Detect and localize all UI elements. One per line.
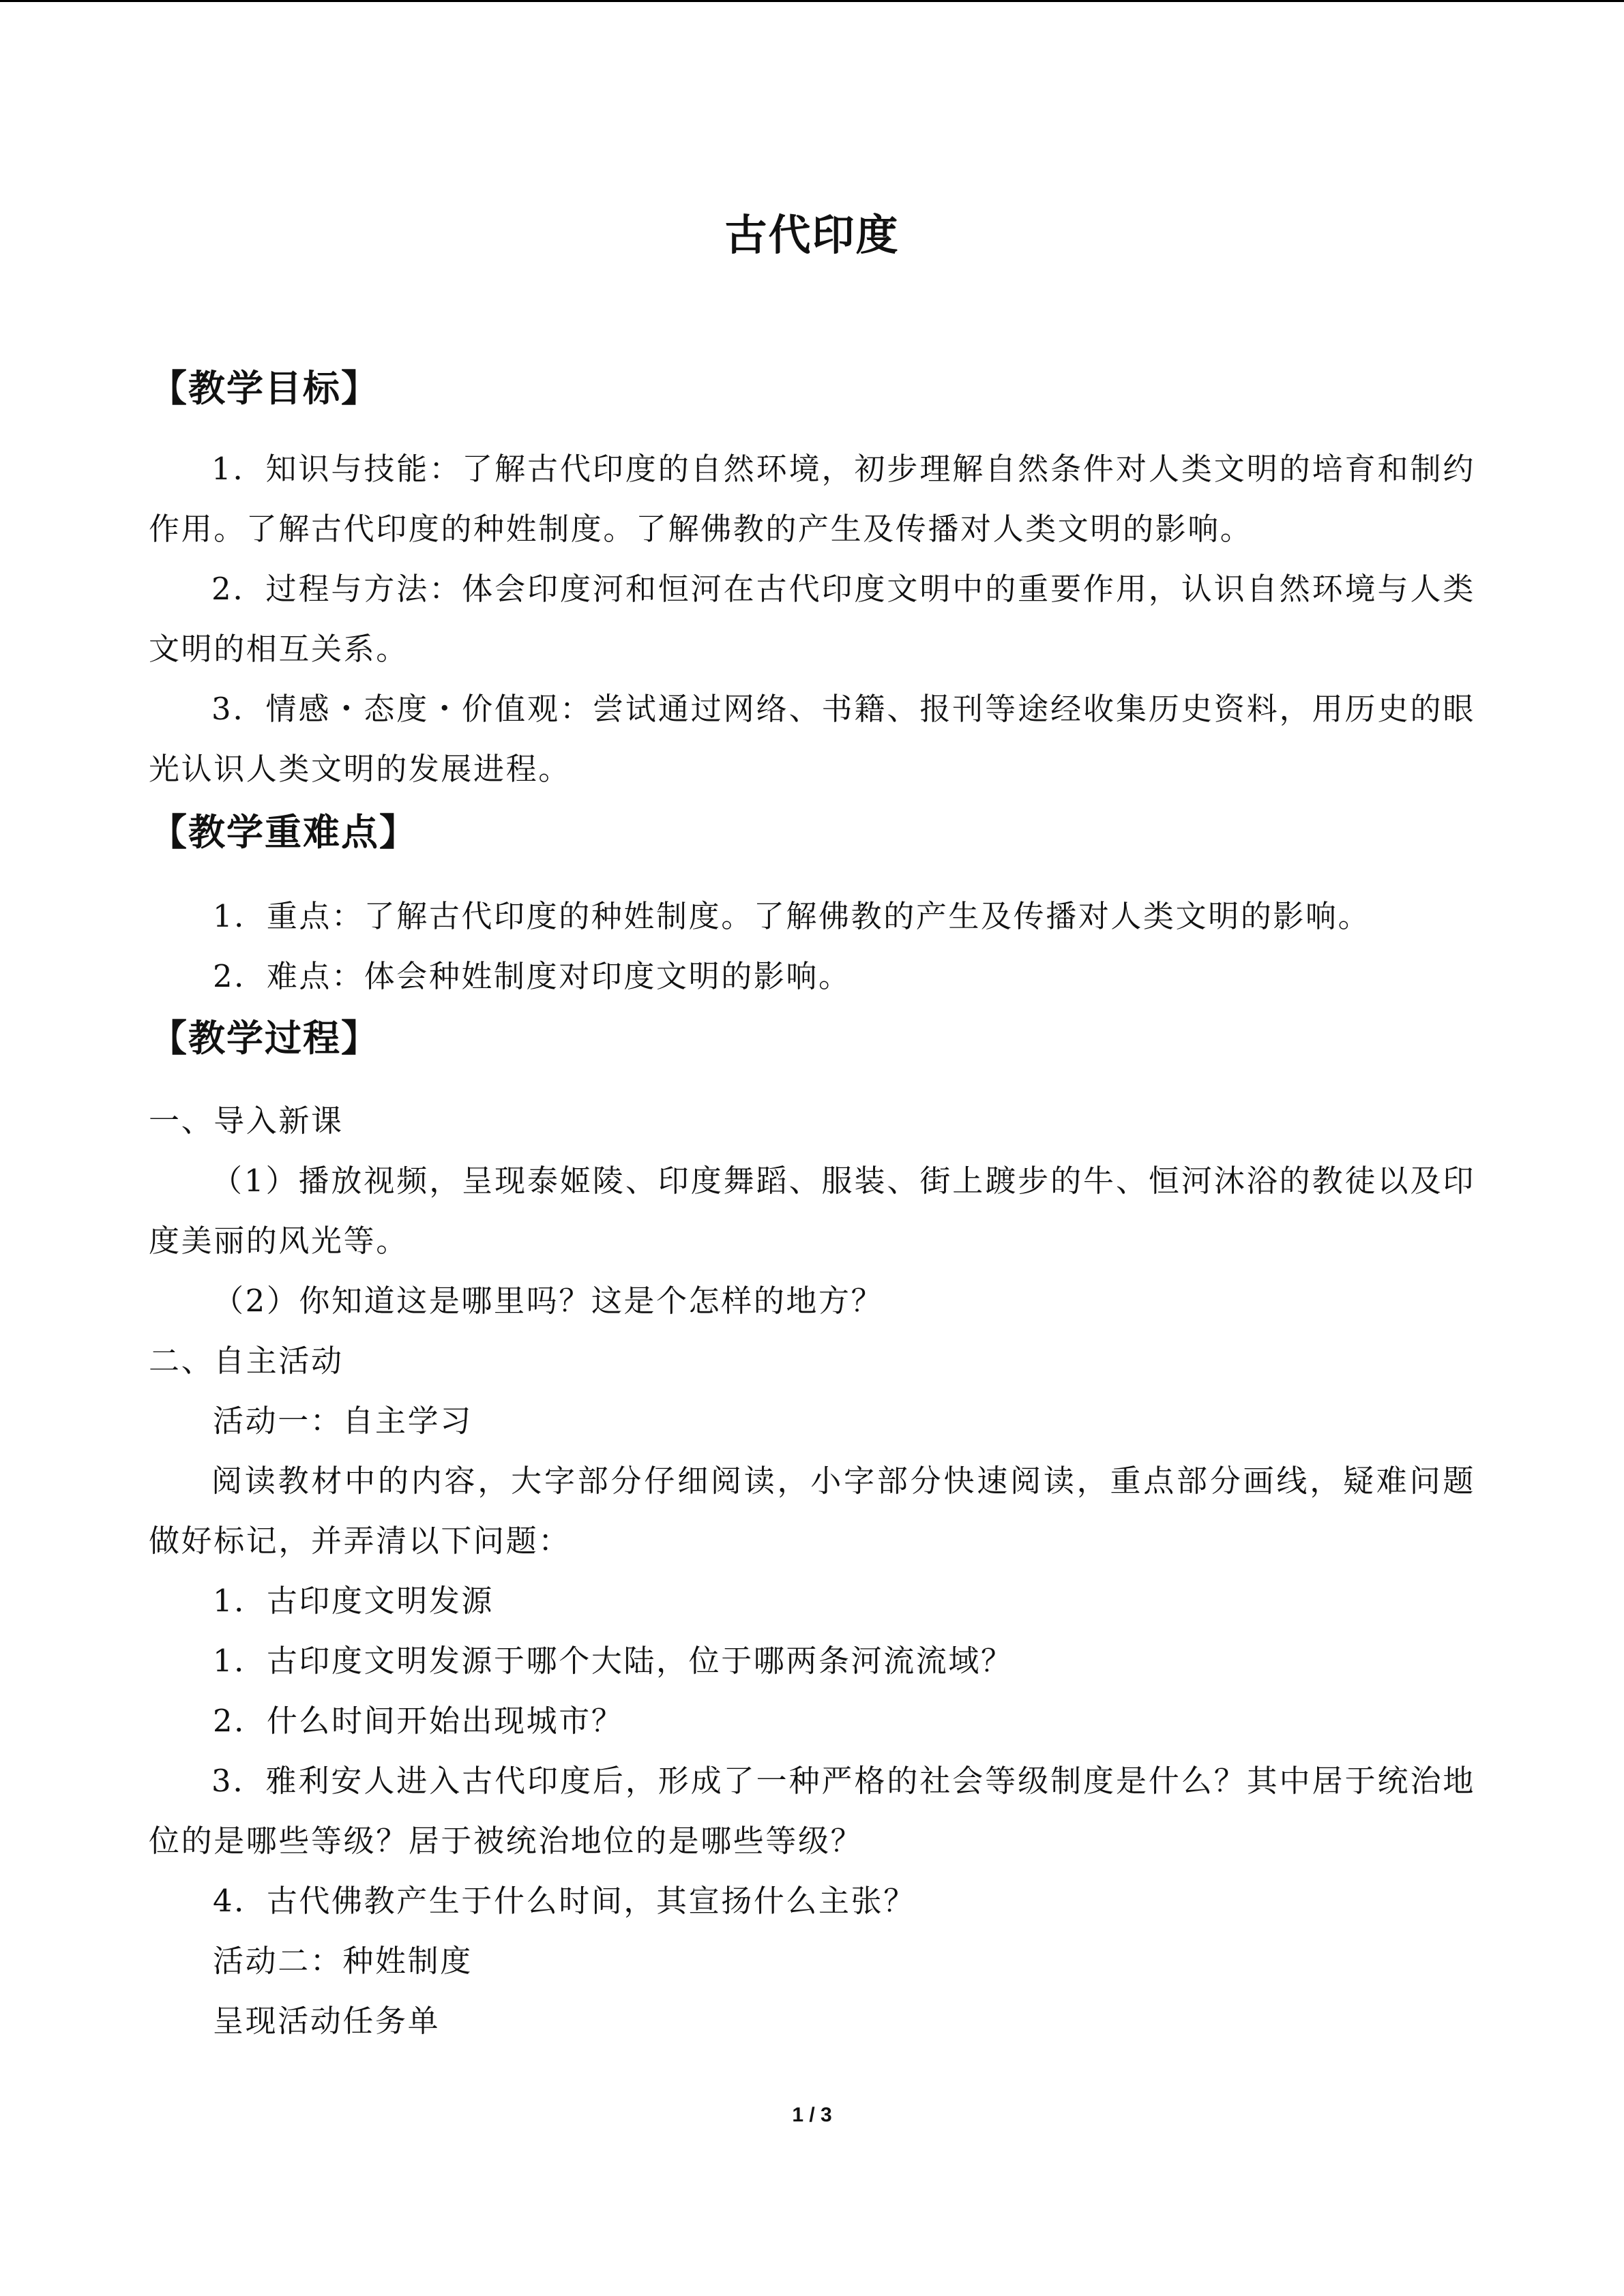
page-title: 古代印度 [724,210,900,260]
key-points-heading: 【教学重难点】 [150,811,417,854]
activity-2-title: 活动二：种姓制度 [213,1943,473,1979]
activity-2-description: 呈现活动任务单 [213,2003,441,2039]
objective-item-3: 3．情感・态度・价值观：尝试通过网络、书籍、报刊等途经收集历史资料，用历史的眼光认识人类文明的发展进程。 [149,691,1475,787]
intro-item-1: （1）播放视频，呈现泰姬陵、印度舞蹈、服装、街上踱步的牛、恒河沐浴的教徒以及印度美丽的风光等。 [149,1163,1475,1259]
intro-heading: 一、导入新课 [149,1103,344,1139]
question-1: 1．古印度文明发源于哪个大陆，位于哪两条河流流域？ [213,1643,1014,1679]
objective-item-2: 2．过程与方法：体会印度河和恒河在古代印度文明中的重要作用，认识自然环境与人类文明的相互关系。 [149,571,1475,667]
activity-1-description: 阅读教材中的内容，大字部分仔细阅读，小字部分快速阅读，重点部分画线，疑难问题做好标记，并弄清以下问题： [149,1463,1475,1559]
question-2: 2．什么时间开始出现城市？ [213,1703,624,1739]
activity-1-title: 活动一：自主学习 [213,1403,473,1439]
key-point-item-1: 1．重点：了解古代印度的种姓制度。了解佛教的产生及传播对人类文明的影响。 [213,898,1371,934]
question-3: 3．雅利安人进入古代印度后，形成了一种严格的社会等级制度是什么？其中居于统治地位的是哪些等级？居于被统治地位的是哪些等级？ [149,1763,1475,1859]
key-point-item-2: 2．难点：体会种姓制度对印度文明的影响。 [213,958,851,994]
question-4: 4．古代佛教产生于什么时间，其宣扬什么主张？ [213,1883,916,1919]
intro-item-2: （2）你知道这是哪里吗？这是个怎样的地方？ [213,1283,884,1319]
activity-subheading: 1．古印度文明发源 [213,1583,494,1619]
objectives-heading: 【教学目标】 [150,367,379,410]
process-heading: 【教学过程】 [150,1017,379,1060]
activity-heading: 二、自主活动 [149,1343,344,1379]
page-number: 1 / 3 [792,2104,832,2126]
objective-item-1: 1．知识与技能：了解古代印度的自然环境，初步理解自然条件对人类文明的培育和制约作用。了解古代印度的种姓制度。了解佛教的产生及传播对人类文明的影响。 [149,451,1475,547]
